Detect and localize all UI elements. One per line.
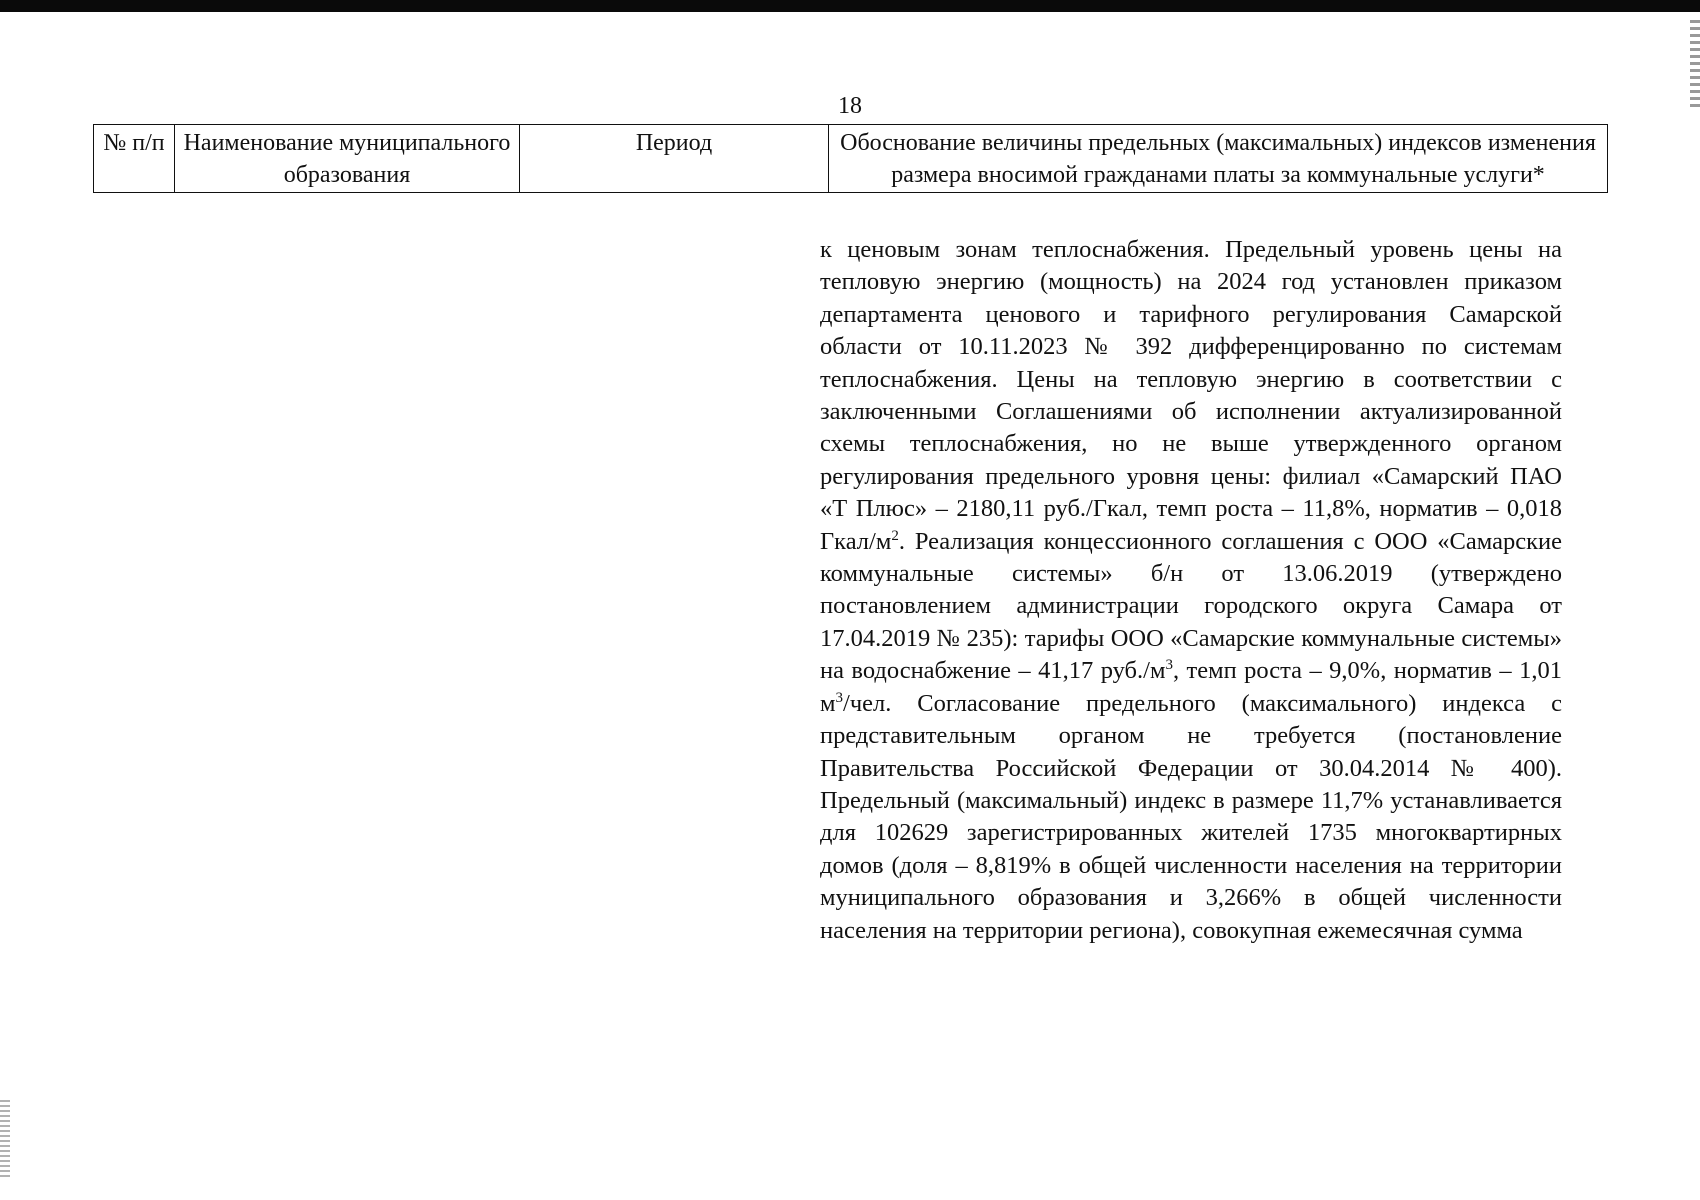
scan-right-edge-noise [1690, 20, 1700, 110]
header-cell-municipality-name: Наименование муниципального образования [175, 125, 520, 193]
text-part-2: . Реализация концессионного соглашения с ООО «Самарские коммунальные системы» б/н от 13.06.2019 (утверждено постановлением администрации городского округа Самара от 17.04.2019 № 235): тарифы ООО «Самарские коммунальные системы» на водоснабжение – 41,17 руб./м [820, 527, 1562, 685]
table-header-row [94, 125, 1608, 193]
table-header [93, 124, 1608, 193]
text-part-4: /чел. Согласование предельного (максимального) индекса с представительным органом не требуется (постановление Правительства Российской Федерации от 30.04.2014 № 400). Предельный (максимальный) индекс в размере 11,7% устанавливается для 102629 зарегистрированных жителей 1735 многоквартирных домов (доля – 8,819% в общей численности населения на территории муниципального образования и 3,266% в общей численности населения на территории региона), совокупная ежемесячная сумма [820, 689, 1562, 944]
header-cell-justification: Обоснование величины предельных (максимальных) индексов изменения размера вносимой гражданами платы за коммунальные услуги* [829, 125, 1608, 193]
superscript-3: 3 [835, 689, 844, 706]
header-cell-number: № п/п [94, 125, 175, 193]
superscript-1: 2 [891, 527, 899, 544]
scan-left-edge-noise [0, 1100, 10, 1180]
header-cell-period: Период [520, 125, 829, 193]
superscript-2: 3 [1165, 657, 1173, 674]
justification-text [820, 234, 1562, 947]
page-number: 18 [838, 93, 862, 119]
text-part-3: , темп роста – 9,0%, норматив – 1,01 м [820, 657, 1562, 717]
scan-top-border [0, 0, 1700, 12]
text-part-1: к ценовым зонам теплоснабжения. Предельный уровень цены на тепловую энергию (мощность) на 2024 год установлен приказом департамента ценового и тарифного регулирования Самарской области от 10.11.2023 № 392 дифференцированно по системам теплоснабжения. Цены на тепловую энергию в соответствии с заключенными Соглашениями об исполнении актуализированной схемы теплоснабжения, но не выше утвержденного органом регулирования предельного уровня цены: филиал «Самарский ПАО «Т Плюс» – 2180,11 руб./Гкал, темп роста – 11,8%, норматив – 0,018 Гкал/м [820, 236, 1562, 555]
